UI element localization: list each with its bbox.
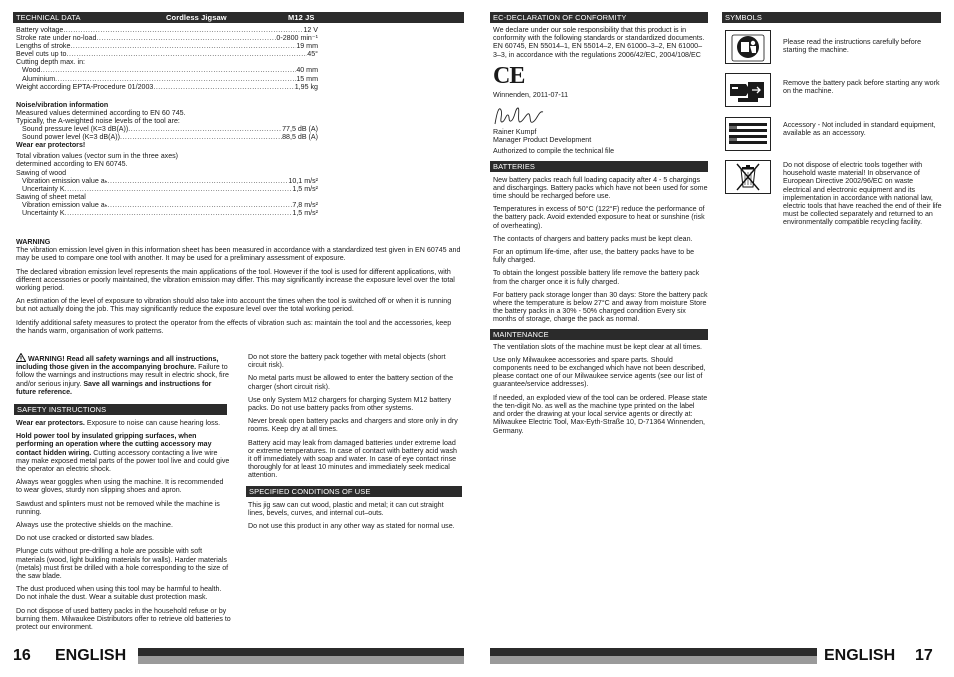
- signer-title: Manager Product Development: [493, 136, 592, 145]
- warning-paragraph: The declared vibration emission level represents the main applications of the tool. However if the tool is used for different applications, with different accessories or poorly maintained, the vibration emission may differ. This may significantly increase the exposure level over the total working period.: [16, 267, 455, 293]
- battery-safety-paragraph: Do not store the battery pack together with metal objects (short circuit risk).: [248, 353, 446, 370]
- safety-paragraph: Do not dispose of used battery packs in the household refuse or by burning them. Milwaukee Distributors offer to retrieve old batteries to protect our environment.: [16, 606, 231, 632]
- page-number: 16: [13, 647, 31, 664]
- spec-paragraph: Do not use this product in any other way as stated for normal use.: [248, 522, 455, 531]
- ear-protectors-note: Wear ear protectors!: [16, 141, 86, 150]
- spec-value: 10,1 m/s²: [288, 176, 318, 185]
- model-name: M12 JS: [288, 13, 315, 22]
- safety-paragraph: Always wear goggles when using the machine. It is recommended to wear gloves, sturdy non slipping shoes and apron.: [16, 478, 224, 495]
- page-language: ENGLISH: [824, 647, 896, 664]
- footer-bar-grey: [138, 656, 464, 664]
- spec-row: [16, 26, 318, 34]
- spec-value: 1,5 m/s²: [292, 184, 318, 193]
- warning-heading: WARNING: [16, 238, 51, 246]
- spec-label: Stroke rate under no-load: [16, 34, 97, 43]
- spec-row: [16, 209, 318, 217]
- symbol-text-accessory: Accessory - Not included in standard equipment, available as an accessory.: [783, 121, 936, 138]
- spec-value: 1,5 m/s²: [292, 208, 318, 217]
- vibration-line: Total vibration values (vector sum in the three axes): [16, 152, 179, 161]
- spec-label: Sound power level (K=3 dB(A)): [22, 133, 120, 142]
- spec-value: 77,5 dB (A): [282, 125, 318, 134]
- footer-bar-dark: [490, 648, 817, 656]
- spec-label: Vibration emission value aₕ: [22, 176, 108, 185]
- safety-text: Cutting accessory contacting a live wire may make exposed metal parts of the power tool live and could give the operator an electric shock.: [16, 448, 230, 474]
- spec-row: [16, 42, 318, 50]
- batteries-paragraph: New battery packs reach full loading capacity after 4 - 5 chargings and dischargings. Battery packs which have not been used for some time should be recharged before use.: [493, 175, 708, 201]
- signer-authorization: Authorized to compile the technical file: [493, 147, 615, 156]
- spec-label: Wood: [22, 66, 41, 75]
- batteries-paragraph: To obtain the longest possible battery life remove the battery pack from the charger once it is fully charged.: [493, 269, 700, 286]
- spec-label: Lengths of stroke: [16, 42, 71, 51]
- batteries-header: BATTERIES: [490, 161, 708, 172]
- spec-label: Weight according EPTA-Procedure 01/2003: [16, 82, 154, 91]
- battery-safety-paragraph: Use only System M12 chargers for charging System M12 battery packs. Do not use battery packs from other systems.: [248, 395, 452, 413]
- spec-paragraph: This jig saw can cut wood, plastic and metal; it can cut straight lines, bevels, curves, and internal cut–outs.: [248, 500, 444, 517]
- symbols-header: SYMBOLS: [722, 12, 941, 23]
- maintenance-header: MAINTENANCE: [490, 329, 708, 340]
- noise-line: Measured values determined according to EN 60 745.: [16, 108, 186, 117]
- maintenance-paragraph: If needed, an exploded view of the tool can be ordered. Please state the ten-digit No. as well as the machine type printed on the label and order the drawing at your local service agents or directly at: Milwaukee Electric Tool, Max-Eyth-Straße 10, D-71364 Winnenden, Germany.: [493, 393, 708, 435]
- spec-label: Bevel cuts up to: [16, 50, 67, 59]
- right-main-column: [490, 12, 708, 440]
- warning-paragraph: An estimation of the level of exposure to vibration should also take into account the times when the tool is switched off or when it is running but not actually doing the job. This may significantly reduce the exposure level over the total working period.: [16, 297, 452, 314]
- dot-leader: [108, 177, 289, 185]
- ce-mark: CE: [493, 62, 525, 89]
- metal-heading: Sawing of sheet metal: [16, 192, 86, 201]
- safety-paragraph: Plunge cuts without pre-drilling a hole are possible with soft materials (wood, light building materials for walls). Harder materials (metals) must first be drilled with a hole corresponding to the size of the saw blade.: [16, 547, 229, 581]
- technical-data-title: TECHNICAL DATA: [16, 13, 81, 22]
- spec-value: 1,95 kg: [294, 82, 318, 91]
- safety-text: Exposure to noise can cause hearing loss.: [84, 419, 221, 428]
- save-warnings-text: Save all warnings and instructions for future reference.: [16, 379, 212, 396]
- symbol-text-remove-battery: Remove the battery pack before starting any work on the machine.: [783, 79, 940, 96]
- spec-row: [16, 75, 318, 83]
- noise-line: Typically, the A-weighted noise levels of the tool are:: [16, 116, 180, 125]
- noise-heading: Noise/vibration information: [16, 100, 109, 109]
- spec-row: [16, 201, 318, 209]
- spec-label: Uncertainty K: [22, 208, 65, 217]
- safety-paragraph: Always use the protective shields on the machine.: [16, 521, 173, 530]
- left-footer: [13, 647, 464, 665]
- spec-row: [16, 83, 318, 91]
- spec-value: 7,8 m/s²: [292, 200, 318, 209]
- spec-row: [16, 34, 318, 42]
- spec-label: Cutting depth max. in:: [16, 58, 86, 67]
- spec-row: [16, 185, 318, 193]
- right-footer: [490, 647, 941, 665]
- safety-paragraph: The dust produced when using this tool may be harmful to health. Do not inhale the dust. Wear a suitable dust protection mask.: [16, 585, 222, 602]
- spec-row: [16, 125, 318, 133]
- ec-declaration-text: We declare under our sole responsibility that this product is in conformity with the following standards or standardized documents. EN 60745, EN 55014–1, EN 55014–2, EN 61000–3–2, EN 61000–3–3, in accordance with the regulations 2006/42/EC, 2004/108/EC: [493, 26, 705, 59]
- warning-triangle-icon: [16, 355, 26, 363]
- safety-paragraph: Sawdust and splinters must not be removed while the machine is running.: [16, 499, 220, 516]
- symbol-text-weee: Do not dispose of electric tools together with household waste material! In observance of European Directive 2002/96/EC on waste electrical and electronic equipment and its implementation in accordance with national law, electric tools that have reached the end of their life must be collected separately and returned to an environmentally compatible recycling facility.: [783, 161, 942, 227]
- spec-value: 40 mm: [296, 66, 318, 75]
- spec-value: 88,5 dB (A): [282, 133, 318, 142]
- warning-text: Failure to follow the warnings and instructions may result in electric shock, fire and/or serious injury.: [16, 363, 229, 388]
- battery-safety-paragraph: Battery acid may leak from damaged batteries under extreme load or extreme temperatures. In case of contact with battery acid wash it off immediately with soap and water. In case of eye contact rinse thoroughly for at least 10 minutes and immediately seek medical attention.: [248, 438, 457, 480]
- dot-leader: [96, 34, 276, 42]
- warning-bold-text: WARNING! Read all safety warnings and all instructions, including those given in the accompanying brochure.: [16, 355, 219, 372]
- weee-bin-icon: [725, 160, 771, 194]
- wood-heading: Sawing of wood: [16, 168, 67, 177]
- dot-leader: [65, 209, 293, 217]
- warning-paragraph: Identify additional safety measures to protect the operator from the effects of vibration such as: maintain the tool and the accessories, keep the hands warm, organisation of work patterns.: [16, 318, 452, 335]
- spec-row: [16, 133, 318, 141]
- battery-safety-paragraph: Never break open battery packs and chargers and store only in dry rooms. Keep dry at all times.: [248, 417, 458, 434]
- warning-section: [16, 238, 462, 340]
- safety-paragraph: Do not use cracked or distorted saw blades.: [16, 534, 155, 543]
- technical-data-header: [13, 12, 464, 23]
- spec-label: Sound pressure level (K=3 dB(A)): [22, 125, 129, 134]
- footer-bar-grey: [490, 656, 817, 664]
- read-manual-icon: [725, 30, 771, 64]
- safety-paragraph: [16, 432, 231, 473]
- batteries-paragraph: For an optimum life-time, after use, the battery packs have to be fully charged.: [493, 248, 695, 265]
- dot-leader: [128, 125, 282, 133]
- batteries-paragraph: For battery pack storage longer than 30 days: Store the battery pack where the temperature is below 27°C and away from moisture Store the battery packs in a 30% - 50% charged condition Every six months of storage, charge the pack as normal.: [493, 290, 708, 324]
- vibration-line: determined according to EN 60745.: [16, 160, 128, 169]
- spec-value: 15 mm: [296, 74, 318, 83]
- spec-row: [16, 50, 318, 58]
- symbol-text-read-manual: Please read the instructions carefully before starting the machine.: [783, 38, 922, 55]
- footer-bar-dark: [138, 648, 464, 656]
- signer-name: Rainer Kumpf: [493, 128, 537, 137]
- maintenance-paragraph: The ventilation slots of the machine must be kept clear at all times.: [493, 342, 702, 351]
- spec-label: Vibration emission value aₕ: [22, 200, 108, 209]
- page-language: ENGLISH: [55, 647, 127, 664]
- spec-value: 12 V: [303, 26, 318, 34]
- spec-value: 45°: [307, 50, 318, 59]
- ec-date: Winnenden, 2011-07-11: [493, 90, 569, 99]
- product-name: Cordless Jigsaw: [166, 13, 227, 22]
- spec-label: Battery voltage: [16, 26, 64, 34]
- dot-leader: [40, 66, 296, 74]
- dot-leader: [65, 185, 293, 193]
- spec-value: 19 mm: [296, 42, 318, 51]
- signature: [490, 104, 708, 128]
- dot-leader: [63, 26, 303, 34]
- page-number: 17: [915, 647, 933, 664]
- spec-row: [16, 177, 318, 185]
- dot-leader: [66, 50, 307, 58]
- dot-leader: [153, 83, 294, 91]
- batteries-paragraph: The contacts of chargers and battery packs must be kept clean.: [493, 234, 693, 243]
- battery-safety-paragraph: No metal parts must be allowed to enter the battery section of the charger (short circuit risk).: [248, 374, 454, 391]
- maintenance-paragraph: Use only Milwaukee accessories and spare parts. Should components need to be exchanged which have not been described, please contact one of our Milwaukee service agents (see our list of guarantee/service addresses).: [493, 355, 706, 389]
- technical-data-table: [16, 26, 318, 217]
- spec-label: Uncertainty K: [22, 184, 65, 193]
- spec-row: [16, 58, 318, 66]
- specified-conditions-header: SPECIFIED CONDITIONS OF USE: [246, 486, 462, 497]
- spec-label: Aluminium: [22, 74, 56, 83]
- warning-paragraph: The vibration emission level given in this information sheet has been measured in accordance with a standardized test given in EN 60745 and may be used to compare one tool with another. It may be used for a preliminary assessment of exposure.: [16, 246, 461, 263]
- safety-bold: Hold power tool by insulated gripping surfaces, when performing an operation where the cutting accessory may contact hidden wiring.: [16, 432, 212, 457]
- safety-bold: Wear ear protectors.: [16, 419, 85, 428]
- middle-column: [248, 353, 462, 535]
- remove-battery-icon: [725, 73, 771, 107]
- left-column: [16, 353, 231, 636]
- accessory-icon: [725, 117, 771, 151]
- dot-leader: [120, 133, 282, 141]
- spec-row: [16, 66, 318, 74]
- dot-leader: [70, 42, 296, 50]
- safety-paragraph: [16, 419, 231, 427]
- batteries-paragraph: Temperatures in excess of 50°C (122°F) reduce the performance of the battery pack. Avoid extended exposure to heat or sunshine (risk of overheating).: [493, 205, 705, 230]
- spec-value: 0-2800 min⁻¹: [276, 34, 318, 43]
- ec-declaration-header: EC-DECLARATION OF CONFORMITY: [490, 12, 708, 23]
- dot-leader: [108, 201, 293, 209]
- safety-warning-block: [16, 353, 231, 396]
- dot-leader: [55, 75, 296, 83]
- safety-instructions-header: SAFETY INSTRUCTIONS: [14, 404, 227, 415]
